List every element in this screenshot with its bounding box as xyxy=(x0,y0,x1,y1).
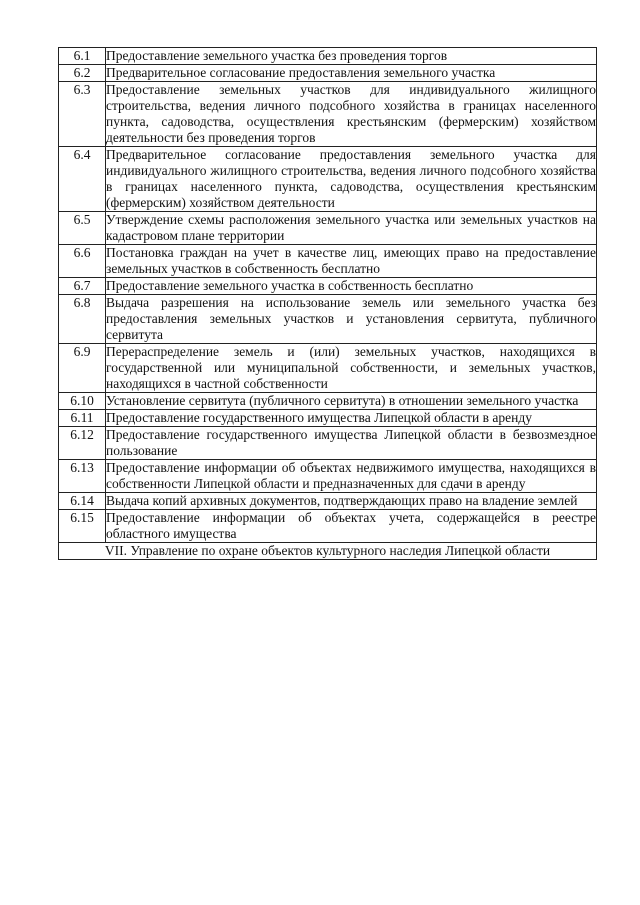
service-name: Предоставление государственного имущества Липецкой области в аренду xyxy=(106,410,597,427)
table-row xyxy=(59,48,597,65)
service-name: Предоставление земельных участков для индивидуального жилищного строительства, ведения личного подсобного хозяйства в границах населенного пункта, садоводства, осуществления крестьянским (фермерским) хозяйством деятельности без проведения торгов xyxy=(106,82,596,145)
table-row xyxy=(59,147,597,212)
table-row xyxy=(59,295,597,344)
service-name: Выдача копий архивных документов, подтверждающих право на владение землей xyxy=(106,493,597,510)
row-number: 6.14 xyxy=(59,493,106,510)
row-number: 6.9 xyxy=(59,344,106,393)
row-number: 6.8 xyxy=(59,295,106,344)
service-name: Предоставление государственного имущества Липецкой области в безвозмездное пользование xyxy=(106,427,596,458)
row-number: 6.13 xyxy=(59,460,106,493)
table-row xyxy=(59,493,597,510)
services-table xyxy=(58,47,597,560)
service-name: Предварительное согласование предоставления земельного участка xyxy=(106,65,597,82)
table-row xyxy=(59,278,597,295)
row-number: 6.7 xyxy=(59,278,106,295)
row-number: 6.10 xyxy=(59,393,106,410)
row-number: 6.2 xyxy=(59,65,106,82)
service-name: Перераспределение земель и (или) земельных участков, находящихся в государственной или муниципальной собственности, и земельных участков, находящихся в частной собственности xyxy=(106,344,596,391)
service-name: Предоставление информации об объектах учета, содержащейся в реестре областного имущества xyxy=(106,510,596,541)
table-row xyxy=(59,410,597,427)
service-name: Выдача разрешения на использование земель или земельного участка без предоставления земельных участков и установления сервитута, публичного сервитута xyxy=(106,295,596,342)
row-number: 6.11 xyxy=(59,410,106,427)
table-row xyxy=(59,510,597,543)
table-row xyxy=(59,427,597,460)
table-row xyxy=(59,212,597,245)
table-row xyxy=(59,393,597,410)
table-row xyxy=(59,460,597,493)
service-name: Предоставление земельного участка в собственность бесплатно xyxy=(106,278,597,295)
service-name: Установление сервитута (публичного сервитута) в отношении земельного участка xyxy=(106,393,597,410)
service-name: Постановка граждан на учет в качестве лиц, имеющих право на предоставление земельных участков в собственность бесплатно xyxy=(106,245,596,276)
service-name: Утверждение схемы расположения земельного участка или земельных участков на кадастровом плане территории xyxy=(106,212,596,243)
row-number: 6.15 xyxy=(59,510,106,543)
row-number: 6.12 xyxy=(59,427,106,460)
row-number: 6.1 xyxy=(59,48,106,65)
row-number: 6.4 xyxy=(59,147,106,212)
row-number: 6.5 xyxy=(59,212,106,245)
service-name: Предварительное согласование предоставления земельного участка для индивидуального жилищного строительства, ведения личного подсобного хозяйства в границах населенного пункта, садоводства, осуществления крестьянским (фермерским) хозяйством деятельности xyxy=(106,147,596,210)
row-number: 6.3 xyxy=(59,82,106,147)
service-name: Предоставление информации об объектах недвижимого имущества, находящихся в собственности Липецкой области и предназначенных для сдачи в аренду xyxy=(106,460,596,491)
section-heading: VII. Управление по охране объектов культурного наследия Липецкой области xyxy=(59,543,597,560)
table-row xyxy=(59,65,597,82)
table-row xyxy=(59,344,597,393)
table-row xyxy=(59,82,597,147)
section-heading-row xyxy=(59,543,597,560)
service-name: Предоставление земельного участка без проведения торгов xyxy=(106,48,597,65)
table-row xyxy=(59,245,597,278)
row-number: 6.6 xyxy=(59,245,106,278)
